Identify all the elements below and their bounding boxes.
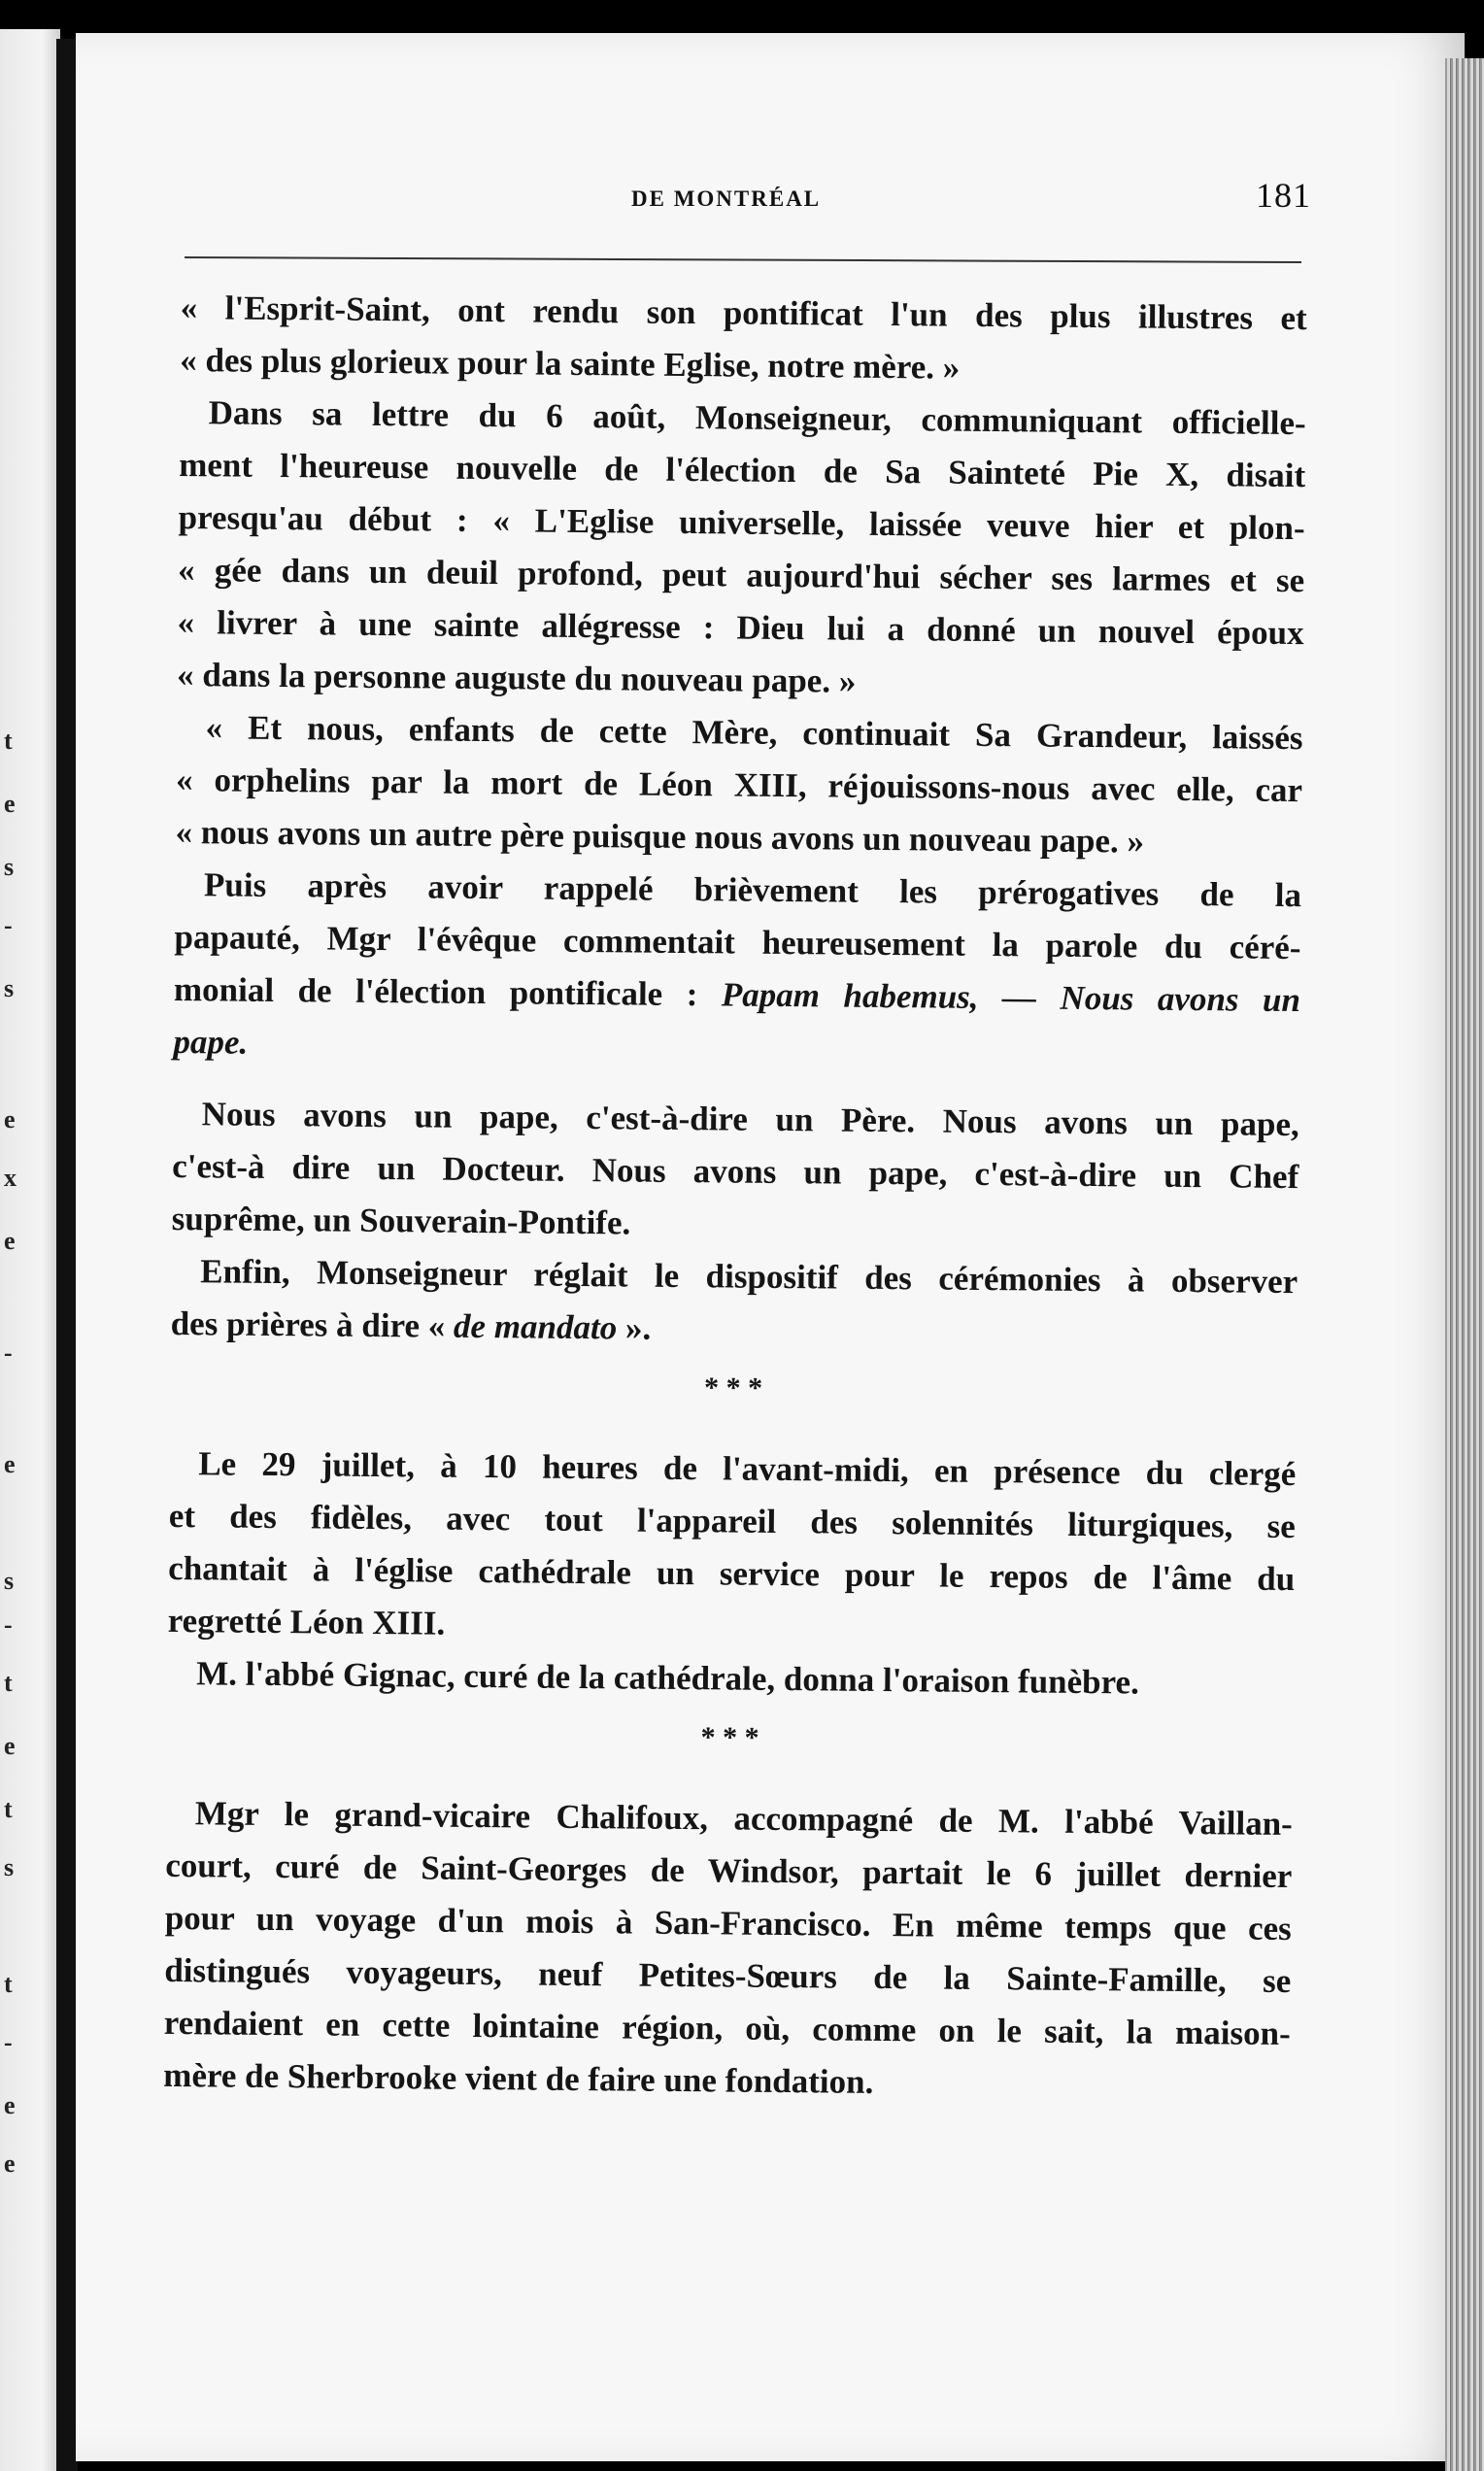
text-line: « Et nous, enfants de cette Mère, continuait Sa Grandeur, laissés [205,708,1303,758]
page-body [163,282,1307,2113]
text-line: « dans la personne auguste du nouveau pape. » [176,655,857,700]
latin-quote-end: pape. [173,1022,249,1062]
margin-letter: - [4,1610,13,1639]
margin-letter: e [4,1227,16,1255]
book-gutter [56,39,78,2471]
text-line: court, curé de Saint-Georges de Windsor, partait le 6 juillet dernier [165,1845,1293,1896]
text-line: papauté, Mgr l'évêque commentait heureusement la parole du céré- [174,917,1301,967]
margin-letter: - [4,1338,13,1367]
page-header [175,175,1311,233]
text-line: chantait à l'église cathédrale un service pour le repos de l'âme du [168,1548,1296,1599]
text-line: « l'Esprit-Saint, ont rendu son pontificat l'un des plus illustres et [180,288,1307,338]
margin-letter: - [4,911,13,939]
text-line [174,964,1300,1027]
text-line: pour un voyage d'un mois à San-Francisco. En même temps que ces [164,1898,1292,1948]
text-line: Enfin, Monseigneur réglait le dispositif des cérémonies à observer [200,1252,1298,1302]
text-line: « des plus glorieux pour la sainte Eglise, notre mère. » [180,340,961,387]
text-line: « nous avons un autre père puisque nous avons un nouveau pape. » [175,812,1145,861]
text-run: monial de l'élection pontificale : [173,969,698,1014]
margin-letter: e [4,1732,16,1760]
text-line: distingués voyageurs, neuf Petites-Sœurs de la Sainte-Famille, se [164,1950,1292,2001]
paragraph [167,1647,1294,1710]
text-run: ». [624,1308,652,1347]
page-number: 181 [1256,176,1311,215]
margin-letter: e [4,790,16,818]
text-line [170,1298,1297,1361]
margin-letter: t [4,1669,13,1697]
paragraph [170,1245,1298,1361]
margin-letter: e [4,2149,16,2178]
latin-quote: Papam habemus, — Nous avons un [721,975,1301,1020]
text-line: « gée dans un deuil profond, peut aujourd'hui sécher ses larmes et se [177,550,1305,600]
text-line: suprême, un Souverain-Pontife. [171,1199,631,1242]
italic-term: de mandato [453,1306,618,1347]
section-separator: * * * [703,1371,763,1405]
paragraph [177,387,1306,712]
running-title: DE MONTRÉAL [631,186,822,211]
previous-page-margin-letters [4,408,43,2253]
text-run: des prières à dire « [170,1303,446,1345]
text-line: Dans sa lettre du 6 août, Monseigneur, communiquant officielle- [208,393,1306,443]
paragraph [163,1787,1293,2113]
margin-letter: e [4,1450,16,1478]
text-line: et des fidèles, avec tout l'appareil des solennités liturgiques, se [168,1496,1296,1546]
margin-letter: s [4,1567,15,1595]
text-line: « livrer à une sainte allégresse : Dieu lui a donné un nouvel époux [177,602,1304,653]
text-line: « orphelins par la mort de Léon XIII, réjouissons-nous avec elle, car [175,760,1303,810]
margin-letter: e [4,2091,16,2119]
paragraph [168,1438,1297,1658]
text-line: Le 29 juillet, à 10 heures de l'avant-midi, en présence du clergé [198,1444,1297,1494]
margin-letter: - [4,2028,13,2056]
paragraph [171,1088,1299,1256]
margin-letter: s [4,974,15,1002]
margin-letter: t [4,727,13,755]
text-line: mère de Sherbrooke vient de faire une fondation. [163,2055,874,2101]
text-line: Puis après avoir rappelé brièvement les prérogatives de la [203,865,1302,915]
text-line: ment l'heureuse nouvelle de l'élection de Sa Sainteté Pie X, disait [179,445,1306,495]
margin-letter: e [4,1105,16,1134]
paragraph [180,282,1307,397]
paragraph [175,701,1303,869]
paragraph [173,859,1301,1079]
text-line: Nous avons un pape, c'est-à-dire un Père. Nous avons un pape, [201,1095,1299,1144]
margin-letter: s [4,853,15,881]
margin-letter: t [4,1970,13,1998]
text-line: rendaient en cette lointaine région, où, comme on le sait, la maison- [163,2003,1291,2053]
text-line: Mgr le grand-vicaire Chalifoux, accompagné de M. l'abbé Vaillan- [194,1794,1294,1844]
text-line: c'est-à dire un Docteur. Nous avons un pape, c'est-à-dire un Chef [172,1146,1299,1197]
text-line: M. l'abbé Gignac, curé de la cathédrale, donna l'oraison funèbre. [196,1654,1139,1702]
margin-letter: s [4,1853,15,1881]
margin-letter: t [4,1795,13,1823]
section-separator: * * * [700,1721,759,1754]
margin-letter: x [4,1164,17,1192]
text-line: regretté Léon XIII. [167,1601,446,1642]
book-block-edge [1445,58,1484,2471]
text-line: presqu'au début : « L'Eglise universelle, laissée veuve hier et plon- [178,497,1305,548]
